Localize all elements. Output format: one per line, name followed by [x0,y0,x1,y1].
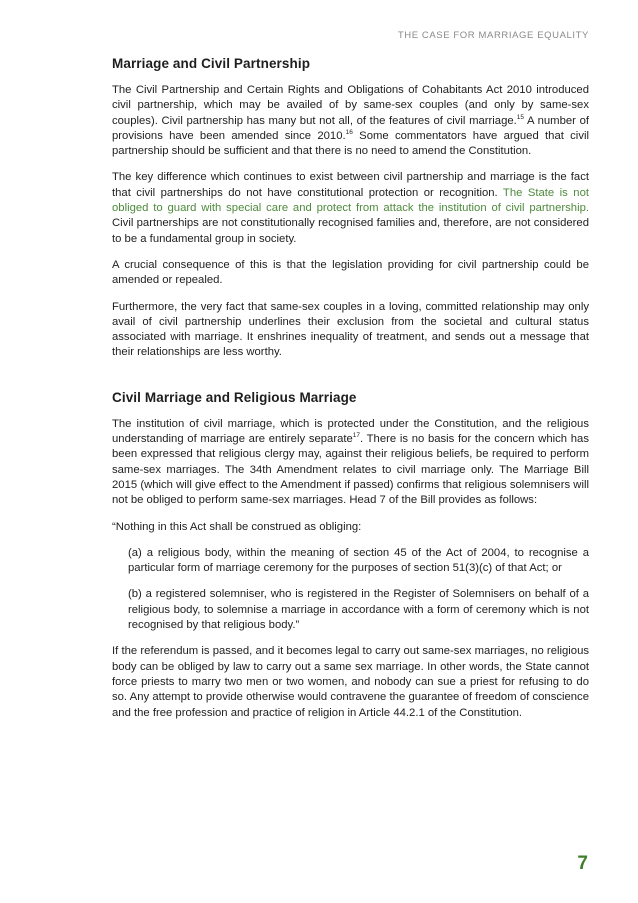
paragraph-key-difference [112,170,589,246]
quote-item-a: (a) a religious body, within the meaning of section 45 of the Act of 2004, to recognise a particular form of marriage ceremony for the purposes of section 51(3)(c) of that Act; or [128,546,589,575]
paragraph-referendum: If the referendum is passed, and it becomes legal to carry out same-sex marriages, no religious body can be obliged by law to carry out a same sex marriage. In other words, the State cannot force priests to marry two men or two women, and nobody can sue a priest for refusing to do so. Any attempt to provide otherwise would contravene the guarantee of freedom of conscience and the free profession and practice of religion in Article 44.2.1 of the Constitution. [112,645,589,719]
section-heading-religious-marriage: Civil Marriage and Religious Marriage [112,389,357,405]
paragraph-exclusion: Furthermore, the very fact that same-sex couples in a loving, committed relationship may only avail of civil partnership underlines their exclusion from the societal and cultural status associated with marriage. It enshrines inequality of treatment, and sends out a message that their relationships are less worthy. [112,300,589,359]
text-run: The Civil Partnership and Certain Rights and Obligations of Cohabitants Act 2010 introduced civil partnership, which may be availed of by same-sex couples (and only by same-sex couples). Civil partnership has many but not all, of the features of civil marriage. [112,84,589,127]
quote-intro: “Nothing in this Act shall be construed as obliging: [112,520,362,533]
footnote-ref[interactable]: 16 [345,129,353,137]
page-content [112,56,589,732]
highlighted-text: The State is not obliged to guard with special care and protect from attack the institution of civil partnership. [112,186,589,215]
text-run: A number of provisions have been amended since 2010. [112,114,589,142]
text-run: Some commentators have argued that civil partnership should be sufficient and that there is no need to amend the Constitution. [112,129,589,158]
footnote-ref[interactable]: 17 [352,432,361,440]
paragraph-crucial-consequence: A crucial consequence of this is that the legislation providing for civil partnership could be amended or repealed. [112,258,589,287]
text-run: . There is no basis for the concern which has been expressed that religious clergy may, against their religious beliefs, be required to perform same-sex marriages. The 34th Amendment relates to civil marriage only. The Marriage Bill 2015 (which will give effect to the Amendment if passed) confirms that religious solemnisers will not be obliged to perform same-sex marriages. Head 7 of the Bill provides as follows: [112,433,589,507]
section-heading-civil-partnership: Marriage and Civil Partnership [112,56,311,71]
text-run: Civil partnerships are not constitutionally recognised families and, therefore, are not considered to be a fundamental group in society. [112,217,589,245]
paragraph-institution-civil-marriage [112,417,589,509]
quote-item-b: (b) a registered solemniser, who is registered in the Register of Solemnisers on behalf of a religious body, to solemnise a marriage in accordance with a form of ceremony which is not recognised by that religious body.” [128,588,589,632]
footnote-ref[interactable]: 15 [516,113,525,121]
paragraph-civil-partnership-act [112,83,589,159]
page-number: 7 [577,853,588,874]
section-spacer [112,372,589,390]
text-run: The key difference which continues to exist between civil partnership and marriage is the fact that civil partnerships do not have constitutional protection or recognition. [112,171,589,199]
text-run: The institution of civil marriage, which is protected under the Constitution, and the religious understanding of marriage are entirely separate [112,417,589,446]
running-header: THE CASE FOR MARRIAGE EQUALITY [397,30,589,41]
